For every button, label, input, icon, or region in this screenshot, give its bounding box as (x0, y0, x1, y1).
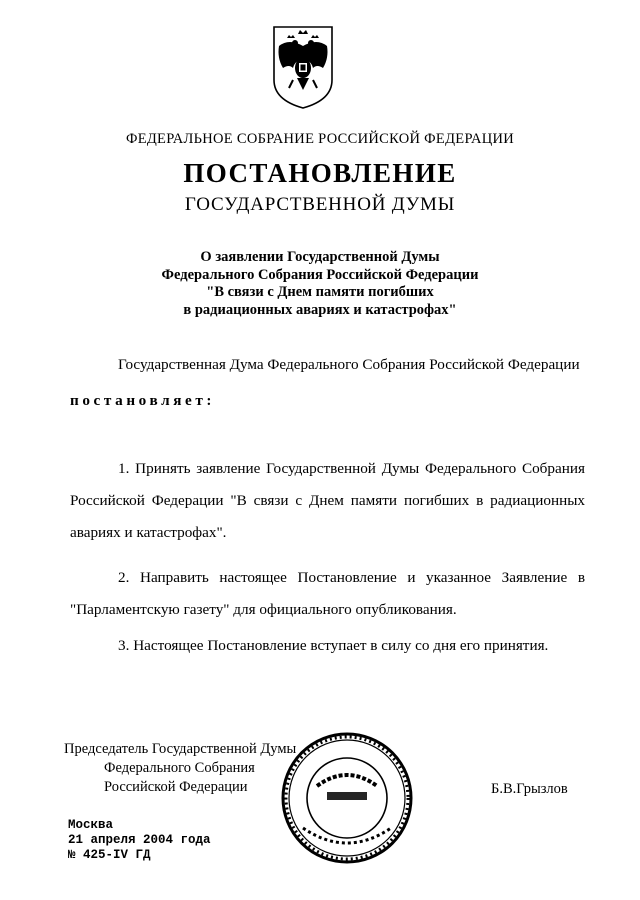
signer-name: Б.В.Грызлов (491, 781, 568, 797)
resolution-item-3 (70, 630, 585, 662)
signer-title-line: Федерального Собрания (104, 760, 255, 776)
item-line: 3. Настоящее Постановление вступает в силу со дня его принятия. (118, 637, 549, 654)
footer-number: № 425-IV ГД (68, 848, 151, 862)
official-stamp (279, 730, 415, 866)
coat-of-arms-emblem (271, 24, 335, 110)
item-line: "Парламентскую газету" для официального опубликования. (70, 601, 457, 618)
organization-heading: ФЕДЕРАЛЬНОЕ СОБРАНИЕ РОССИЙСКОЙ ФЕДЕРАЦИИ (125, 131, 515, 147)
subject-line: в радиационных авариях и катастрофах" (183, 301, 457, 318)
subject-line: О заявлении Государственной Думы (200, 249, 440, 265)
resolution-verb: постановляет: (70, 392, 216, 409)
resolution-item-2 (70, 562, 585, 626)
intro-text: Государственная Дума Федерального Собрания Российской Федерации (118, 356, 580, 373)
item-line: авариях и катастрофах". (70, 524, 227, 541)
subject-line: Федерального Собрания Российской Федерации (161, 266, 479, 283)
document-subtitle: ГОСУДАРСТВЕННОЙ ДУМЫ (184, 194, 456, 215)
signer-title-line: Председатель Государственной Думы (64, 741, 297, 757)
subject-line: "В связи с Днем памяти погибших (206, 284, 434, 300)
item-line: 1. Принять заявление Государственной Думы Федерального Собрания (118, 460, 585, 477)
item-line: 2. Направить настоящее Постановление и указанное Заявление в (118, 569, 585, 586)
subject-block (0, 249, 640, 319)
signer-title-line: Российской Федерации (104, 779, 248, 795)
document-title: ПОСТАНОВЛЕНИЕ (183, 158, 457, 188)
footer-city: Москва (68, 818, 114, 832)
item-line: Российской Федерации "В связи с Днем памяти погибших в радиационных (70, 492, 585, 509)
footer-block (68, 818, 211, 863)
footer-date: 21 апреля 2004 года (68, 833, 211, 847)
resolution-item-1 (70, 453, 585, 549)
signer-block (64, 740, 296, 797)
